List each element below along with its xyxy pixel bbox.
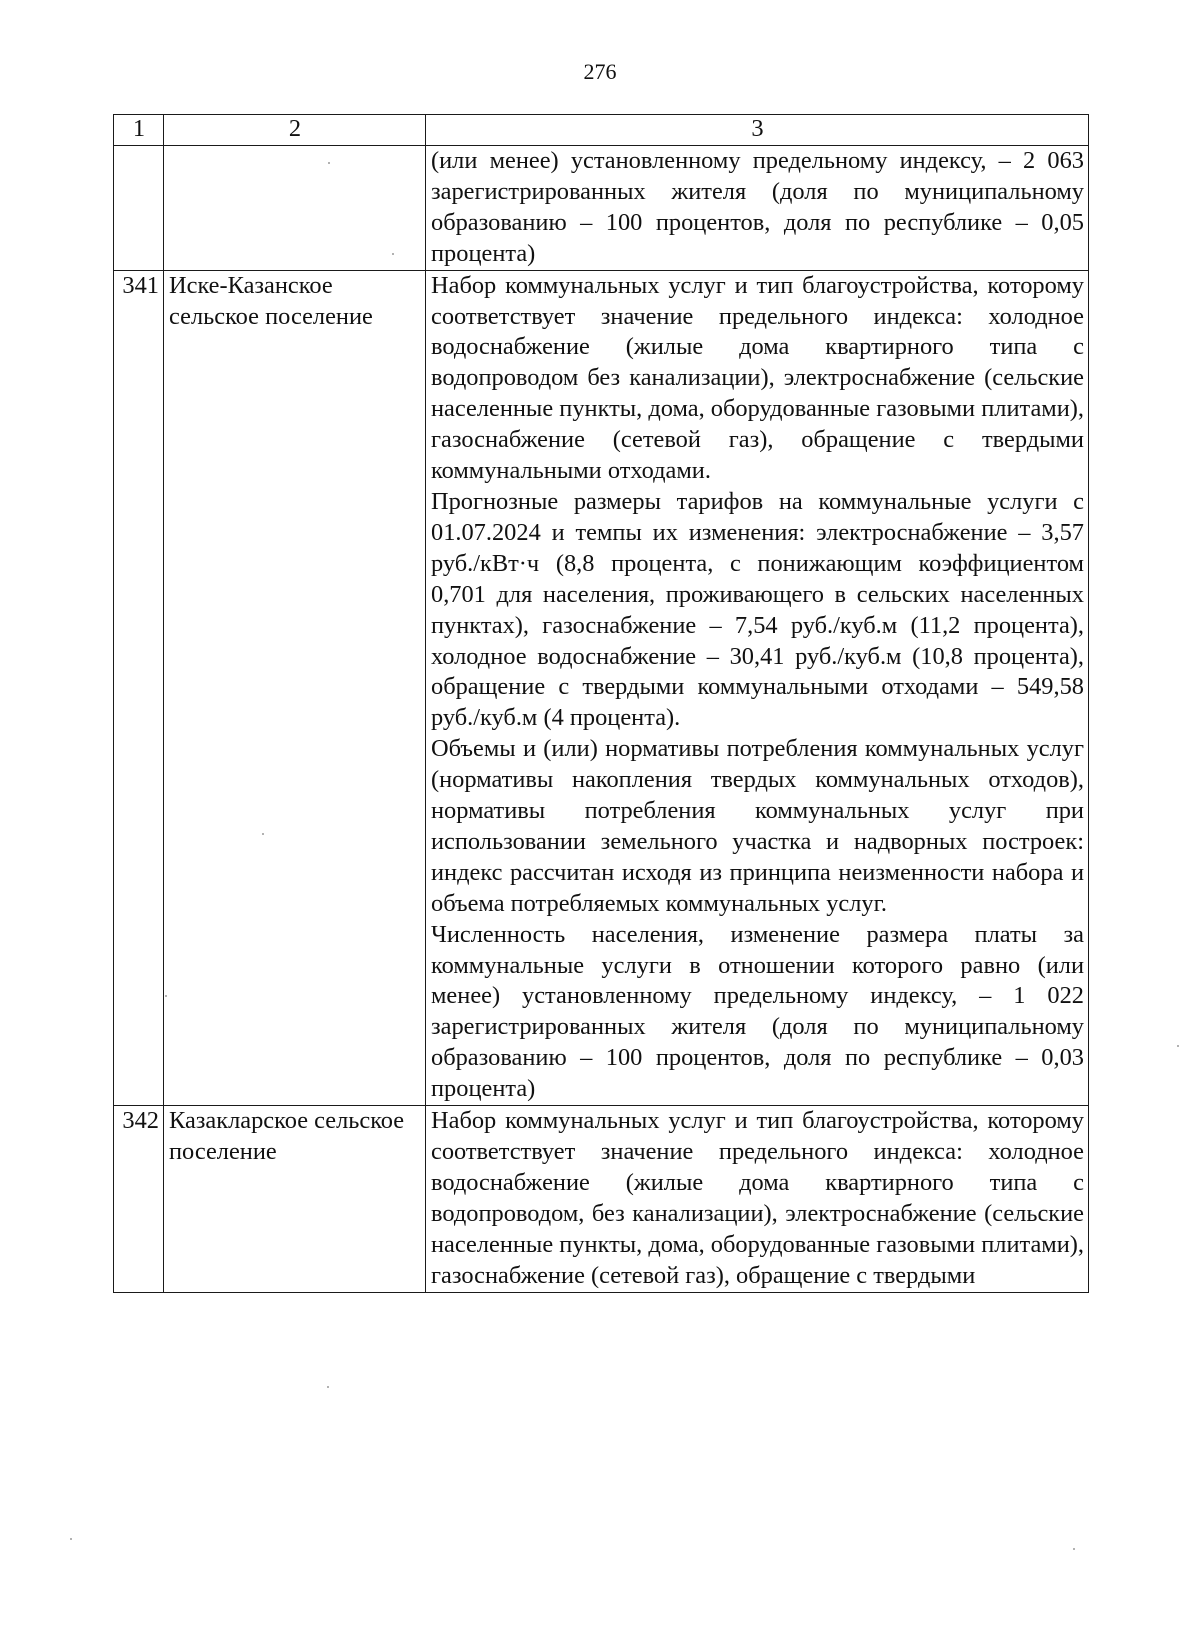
column-header-3: 3 bbox=[426, 115, 1089, 146]
settlement-description bbox=[426, 1106, 1089, 1292]
continuation-description-cell bbox=[426, 146, 1089, 271]
scan-speck bbox=[328, 162, 330, 164]
column-header-2: 2 bbox=[164, 115, 426, 146]
tariff-table bbox=[113, 114, 1089, 1293]
page-number: 276 bbox=[583, 59, 617, 84]
services-paragraph: Набор коммунальных услуг и тип благоустройства, которому соответствует значение предельного индекса: холодное водоснабжение (жилые дома квартирного типа с водопроводом, без канализации), электроснабжение (сельские населенные пункты, дома, оборудованные газовыми плитами), газоснабжение (сетевой газ), обращение с твердыми bbox=[431, 1107, 1084, 1289]
continuation-name-cell bbox=[164, 146, 426, 271]
continuation-text: (или менее) установленному предельному индексу, – 2 063 зарегистрированных жителя (доля по муниципальному образованию – 100 процентов, доля по республике – 0,05 процента) bbox=[431, 147, 1084, 267]
scan-speck bbox=[1073, 1548, 1075, 1550]
continuation-number-cell bbox=[114, 146, 164, 271]
scan-speck bbox=[165, 995, 167, 997]
scan-speck bbox=[70, 1538, 72, 1540]
table-row-342 bbox=[114, 1106, 1089, 1292]
row-number: 341 bbox=[114, 270, 164, 1105]
settlement-description bbox=[426, 270, 1089, 1105]
row-number: 342 bbox=[114, 1106, 164, 1292]
scan-speck bbox=[262, 833, 264, 835]
population-paragraph: Численность населения, изменение размера платы за коммунальные услуги в отношении которого равно (или менее) установленному предельному индексу, – 1 022 зарегистрированных жителя (доля по муниципальному образованию – 100 процентов, доля по республике – 0,03 процента) bbox=[431, 920, 1084, 1103]
table-row-341 bbox=[114, 270, 1089, 1105]
settlement-name: Иске-Казанское сельское поселение bbox=[164, 270, 426, 1105]
continuation-row bbox=[114, 146, 1089, 271]
scan-speck bbox=[392, 253, 394, 255]
column-number-header-row bbox=[114, 115, 1089, 146]
column-header-1: 1 bbox=[114, 115, 164, 146]
scan-speck bbox=[1177, 1045, 1179, 1047]
scan-speck bbox=[327, 1386, 329, 1388]
services-paragraph: Набор коммунальных услуг и тип благоустройства, которому соответствует значение предельного индекса: холодное водоснабжение (жилые дома квартирного типа с водопроводом без канализации), электроснабжение (сельские населенные пункты, дома, оборудованные газовыми плитами), газоснабжение (сетевой газ), обращение с твердыми коммунальными отходами. bbox=[431, 271, 1084, 485]
tariffs-paragraph: Прогнозные размеры тарифов на коммунальные услуги с 01.07.2024 и темпы их изменения: электроснабжение – 3,57 руб./кВт·ч (8,8 процента, с понижающим коэффициентом 0,701 для населения, проживающего в сельских населенных пунктах), газоснабжение – 7,54 руб./куб.м (11,2 процента), холодное водоснабжение – 30,41 руб./куб.м (10,8 процента), обращение с твердыми коммунальными отходами – 549,58 руб./куб.м (4 процента). bbox=[431, 487, 1084, 732]
settlement-name: Казакларское сельское поселение bbox=[164, 1106, 426, 1292]
consumption-norms-paragraph: Объемы и (или) нормативы потребления коммунальных услуг (нормативы накопления твердых коммунальных отходов), нормативы потребления коммунальных услуг при использовании земельного участка и надворных построек: индекс рассчитан исходя из принципа неизменности набора и объема потребляемых коммунальных услуг. bbox=[431, 735, 1084, 917]
